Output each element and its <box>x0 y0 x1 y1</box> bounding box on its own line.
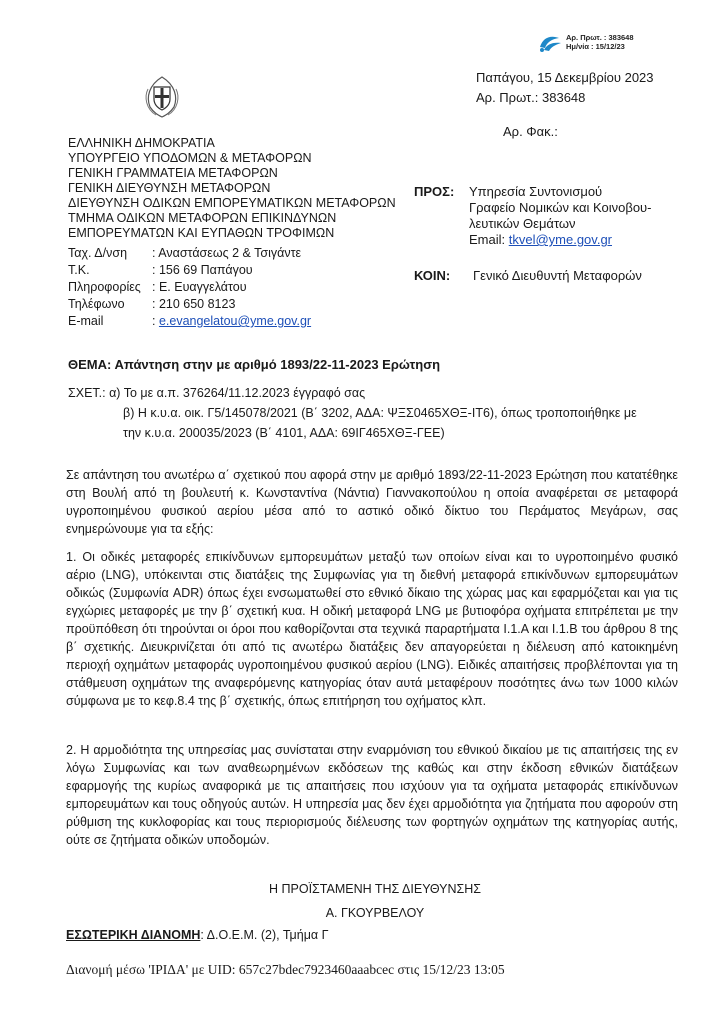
body-paragraph-2: 2. Η αρμοδιότητα της υπηρεσίας μας συνίσταται στην εναρμόνιση του εθνικού δικαίου με τις απαιτήσεις της εν λόγω Συμφωνίας και των αναθεωρημένων εκδόσεων της καθώς και στην έκδοση εθνικών διατάξεων εφαρμογής της κυρίως αναφορικά με τις απαιτήσεις που ισχύουν για τα οχήματα μεταφοράς επικίνδυνων εμπορευμάτων και τους οδηγούς αυτών. Η υπηρεσία μας δεν έχει αρμοδιότητα για ζητήματα που αφορούν στη ρύθμιση της κυκλοφορίας και τους περιορισμούς διέλευσης των φορτηγών οχημάτων της κατηγορίας αυτής, ούτε σε ζητήματα οδικών υποδομών. <box>66 743 678 847</box>
contact-label: Τηλέφωνο <box>68 297 125 311</box>
stamp-date: Ημ/νία : 15/12/23 <box>566 42 625 51</box>
iris-logo-icon <box>537 33 563 53</box>
reference-a: ΣΧΕΤ.: α) Το με α.π. 376264/11.12.2023 έγγραφό σας <box>68 386 366 400</box>
stamp-protocol: Αρ. Πρωτ. : 383648 <box>566 33 634 42</box>
sender-email-link[interactable]: e.evangelatou@yme.gov.gr <box>158 314 312 328</box>
recipient-line: λευτικών Θεμάτων <box>469 216 576 231</box>
recipient-email-link[interactable]: tkvel@yme.gov.gr <box>508 232 612 247</box>
contact-value: : Αναστάσεως 2 & Τσιγάντε <box>152 246 302 260</box>
contact-value: : 156 69 Παπάγου <box>152 263 253 277</box>
recipient-line: Υπηρεσία Συντονισμού <box>469 184 603 199</box>
sender-line: ΔΙΕΥΘΥΝΣΗ ΟΔΙΚΩΝ ΕΜΠΟΡΕΥΜΑΤΙΚΩΝ ΜΕΤΑΦΟΡΩΝ <box>68 196 396 210</box>
body-paragraph-1: 1. Οι οδικές μεταφορές επικίνδυνων εμπορευμάτων μεταξύ των οποίων είναι και το υγροποιημένο φυσικό αέριο (LNG), υπόκεινται στις διατάξεις της Συμφωνίας για τη διεθνή μεταφορά επικίνδυνων εμπορευμάτων οδικώς (Συμφωνία ADR) όπως έχει ενσωματωθεί στο εθνικό δίκαιο της χώρας μας και εφαρμόζεται και για τις εγχώριες μεταφορές με την β΄ σχετική κυα. Η οδική μεταφορά LNG με βυτιοφόρα οχήματα επιτρέπεται με την προϋπόθεση ότι τηρούνται οι όροι που καθορίζονται στα τεχνικά παραρτήματα Ι.1.Α και Ι.1.Β του άρθρου 8 της β΄ σχετικής. Διευκρινίζεται ότι από τις ανωτέρω διατάξεις δεν απαγορεύεται η διέλευση από κατοικημένη περιοχή οχημάτων μεταφοράς υγροποιημένου φυσικού αερίου (LNG). Ειδικές απαιτήσεις προβλέπονται για τη στάθμευση οχημάτων της αναφερόμενης κατηγορίας όταν αυτά μεταφέρουν ποσότητες άνω των 1000 κιλών σύμφωνα με το κεφ.8.4 της β΄ σχετικής, όπως επιτήρηση του οχήματος κλπ. <box>66 550 678 708</box>
distribution-value: : Δ.Ο.Ε.Μ. (2), Τμήμα Γ <box>200 928 329 942</box>
protocol-number: Αρ. Πρωτ.: 383648 <box>476 90 586 105</box>
subject-line: ΘΕΜΑ: Απάντηση στην με αριθμό 1893/22-11-2023 Ερώτηση <box>68 357 441 372</box>
iris-footer: Διανομή μέσω 'ΙΡΙΔΑ' με UID: 657c27bdec7923460aaabcec στις 15/12/23 13:05 <box>66 962 505 977</box>
contact-label: Πληροφορίες <box>68 280 141 294</box>
koin-value: Γενικό Διευθυντή Μεταφορών <box>473 268 642 283</box>
sender-line: ΥΠΟΥΡΓΕΙΟ ΥΠΟΔΟΜΩΝ & ΜΕΤΑΦΟΡΩΝ <box>68 151 312 165</box>
recipient-email-row <box>469 232 612 247</box>
internal-distribution <box>66 928 329 942</box>
reference-b-line1: β) Η κ.υ.α. οικ. Γ5/145078/2021 (Β΄ 3202, ΑΔΑ: ΨΞΣ0465ΧΘΞ-ΙΤ6), όπως τροποποιήθηκε με <box>123 406 637 420</box>
body-intro: Σε απάντηση του ανωτέρω α΄ σχετικού που αφορά στην με αριθμό 1893/22-11-2023 Ερώτηση που κατατέθηκε στη Βουλή από τη βουλευτή κ. Κωνσταντίνα (Νάντια) Γιαννακοπούλου η οποία αναφέρεται σε μεταφορά υγροποιημένου φυσικού αερίου μέσα από το αστικό οδικό δίκτυο του Περάματος Μεγάρων, σας ενημερώνουμε για τα εξής: <box>66 468 678 536</box>
pros-label: ΠΡΟΣ: <box>414 184 455 199</box>
contact-label: Τ.Κ. <box>68 263 90 277</box>
signature-name: Α. ΓΚΟΥΡΒΕΛΟΥ <box>325 906 425 920</box>
sender-line: ΤΜΗΜΑ ΟΔΙΚΩΝ ΜΕΤΑΦΟΡΩΝ ΕΠΙΚΙΝΔΥΝΩΝ <box>68 211 337 225</box>
place-date: Παπάγου, 15 Δεκεμβρίου 2023 <box>476 70 654 85</box>
signature-title: Η ΠΡΟΪΣΤΑΜΕΝΗ ΤΗΣ ΔΙΕΥΘΥΝΣΗΣ <box>268 882 482 896</box>
reference-b-line2: την κ.υ.α. 200035/2023 (Β΄ 4101, ΑΔΑ: 69ΙΓ465ΧΘΞ-ΓΕΕ) <box>123 426 445 440</box>
recipient-line: Γραφείο Νομικών και Κοινοβου- <box>469 200 652 215</box>
sender-line: ΕΜΠΟΡΕΥΜΑΤΩΝ ΚΑΙ ΕΥΠΑΘΩΝ ΤΡΟΦΙΜΩΝ <box>68 226 335 240</box>
distribution-label: ΕΣΩΤΕΡΙΚΗ ΔΙΑΝΟΜΗ <box>66 928 201 942</box>
file-number: Αρ. Φακ.: <box>503 124 558 139</box>
sender-line: ΓΕΝΙΚΗ ΔΙΕΥΘΥΝΣΗ ΜΕΤΑΦΟΡΩΝ <box>68 181 271 195</box>
contact-value: : 210 650 8123 <box>152 297 236 311</box>
sender-line: ΕΛΛΗΝΙΚΗ ΔΗΜΟΚΡΑΤΙΑ <box>68 136 215 150</box>
contact-value: : Ε. Ευαγγελάτου <box>152 280 247 294</box>
email-row <box>152 314 311 328</box>
email-prefix: : <box>152 314 159 328</box>
sender-line: ΓΕΝΙΚΗ ΓΡΑΜΜΑΤΕΙΑ ΜΕΤΑΦΟΡΩΝ <box>68 166 278 180</box>
email-label: Email: <box>469 232 509 247</box>
greek-coat-of-arms-icon <box>140 75 184 119</box>
contact-label: Ταχ. Δ/νση <box>68 246 128 260</box>
koin-label: ΚΟΙΝ: <box>414 268 451 283</box>
contact-label: E-mail <box>68 314 104 328</box>
